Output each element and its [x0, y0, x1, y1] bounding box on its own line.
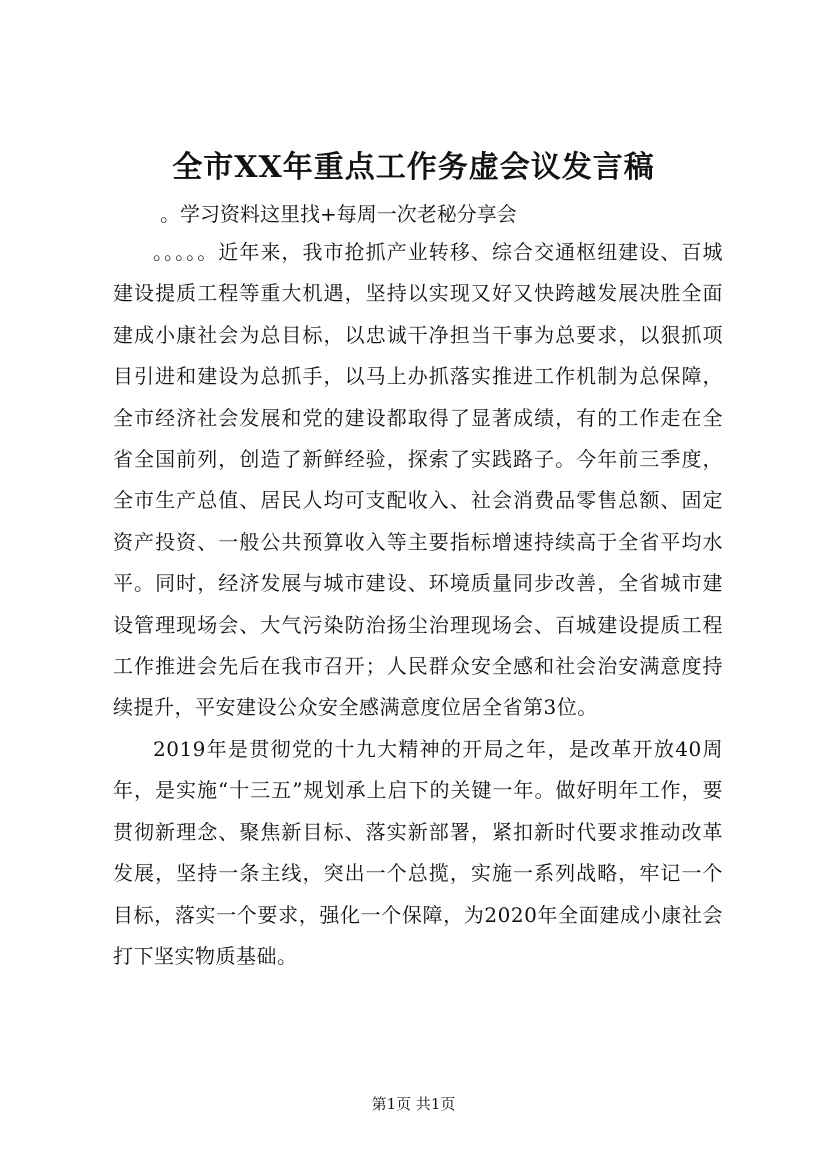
document-title: 全市XX年重点工作务虚会议发言稿	[172, 150, 655, 185]
page-footer: 第1页 共1页	[371, 1095, 456, 1113]
paragraph: 。。。。。近年来，我市抢抓产业转移、综合交通枢纽建设、百城建设提质工程等重大机遇，坚持以实现又好又快跨越发展决胜全面建成小康社会为总目标，以忠诚干净担当干事为总要求，以狠抓项目引进和建设为总抓手，以马上办抓落实推进工作机制为总保障，全市经济社会发展和党的建设都取得了显著成绩，有的工作走在全省全国前列，创造了新鲜经验，探索了实践路子。今年前三季度，全市生产总值、居民人均可支配收入、社会消费品零售总额、固定资产投资、一般公共预算收入等主要指标增速持续高于全省平均水平。同时，经济发展与城市建设、环境质量同步改善，全省城市建设管理现场会、大气污染防治扬尘治理现场会、百城建设提质工程工作推进会先后在我市召开；人民群众安全感和社会治安满意度持续提升，平安建设公众安全感满意度位居全省第3位。	[113, 240, 723, 720]
document-subtitle: 。学习资料这里找+每周一次老秘分享会	[160, 202, 517, 226]
document-body	[113, 232, 723, 977]
paragraph: 2019年是贯彻党的十九大精神的开局之年，是改革开放40周年，是实施“十三五”规划承上启下的关键一年。做好明年工作，要贯彻新理念、聚焦新目标、落实新部署，紧扣新时代要求推动改革发展，坚持一条主线，突出一个总揽，实施一系列战略，牢记一个目标，落实一个要求，强化一个保障，为2020年全面建成小康社会打下坚实物质基础。	[113, 736, 723, 968]
